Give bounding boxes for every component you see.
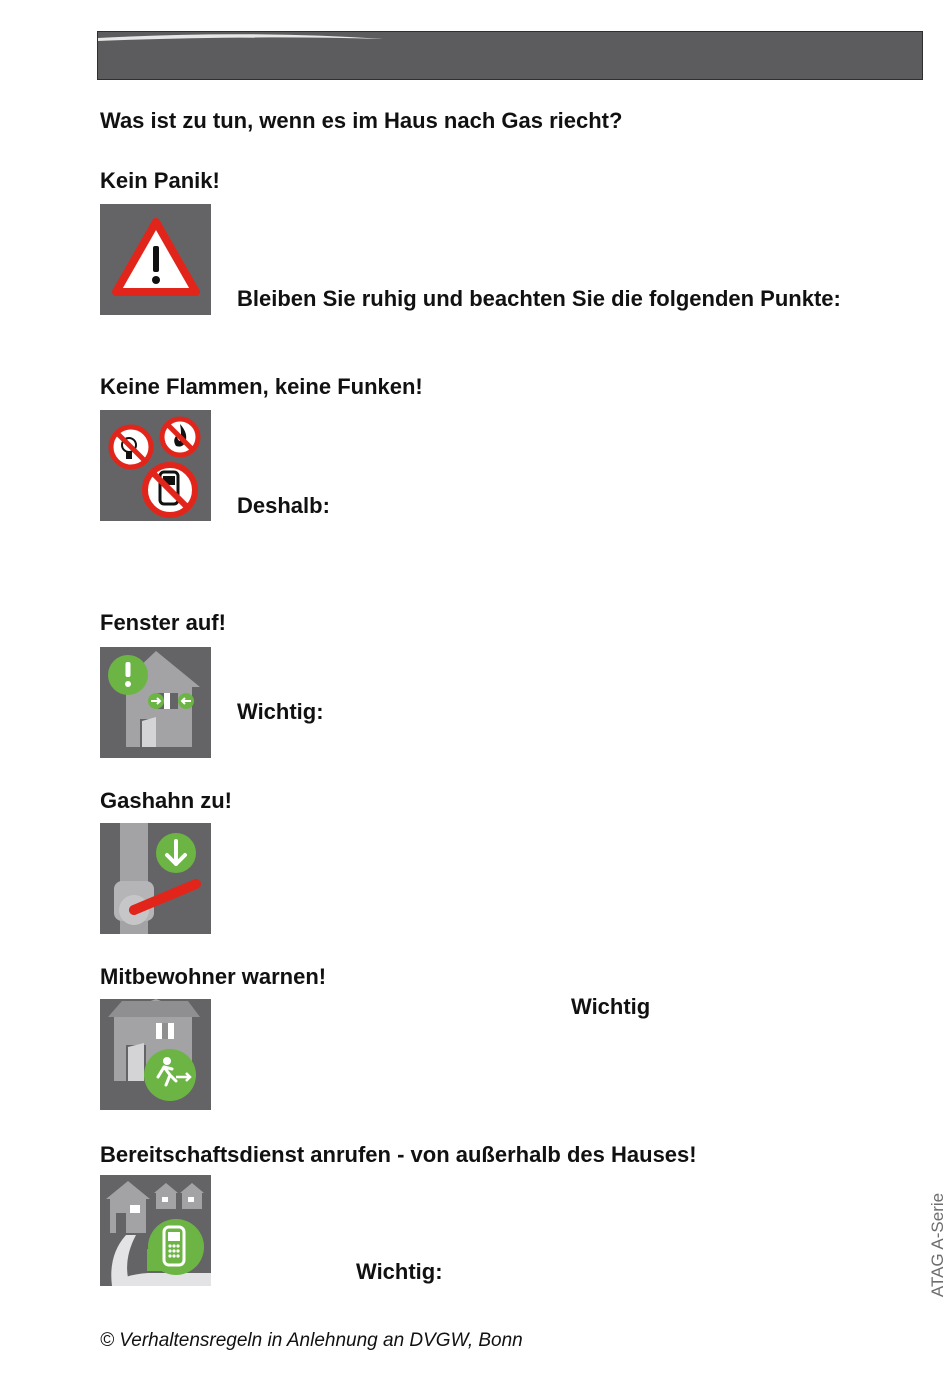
section-heading-call-service: Bereitschaftsdienst anrufen - von außerhalb des Hauses! — [100, 1142, 697, 1167]
header-bar — [97, 31, 923, 80]
section-caption-open-windows: Wichtig: — [237, 699, 324, 724]
warning-triangle-icon — [100, 204, 211, 315]
gas-valve-icon — [100, 823, 211, 934]
section-heading-no-flames: Keine Flammen, keine Funken! — [100, 374, 423, 399]
section-caption-warn-residents: Wichtig — [571, 994, 651, 1019]
footer-credit: © Verhaltensregeln in Anlehnung an DVGW, Bonn — [100, 1330, 523, 1351]
section-heading-gas-valve: Gashahn zu! — [100, 788, 233, 813]
no-flames-no-sparks-icon — [100, 410, 211, 521]
open-windows-icon — [100, 647, 211, 758]
section-caption-call-service: Wichtig: — [356, 1259, 443, 1284]
call-emergency-service-icon — [100, 1175, 211, 1286]
side-label: ATAG A-Serie — [928, 1192, 947, 1298]
section-heading-keep-calm: Kein Panik! — [100, 168, 220, 193]
section-caption-no-flames: Deshalb: — [237, 493, 330, 518]
section-heading-warn-residents: Mitbewohner warnen! — [100, 964, 327, 989]
page-title: Was ist zu tun, wenn es im Haus nach Gas riecht? — [100, 108, 623, 133]
section-heading-open-windows: Fenster auf! — [100, 610, 226, 635]
section-caption-keep-calm: Bleiben Sie ruhig und beachten Sie die folgenden Punkte: — [237, 286, 841, 311]
warn-residents-icon — [100, 999, 211, 1110]
